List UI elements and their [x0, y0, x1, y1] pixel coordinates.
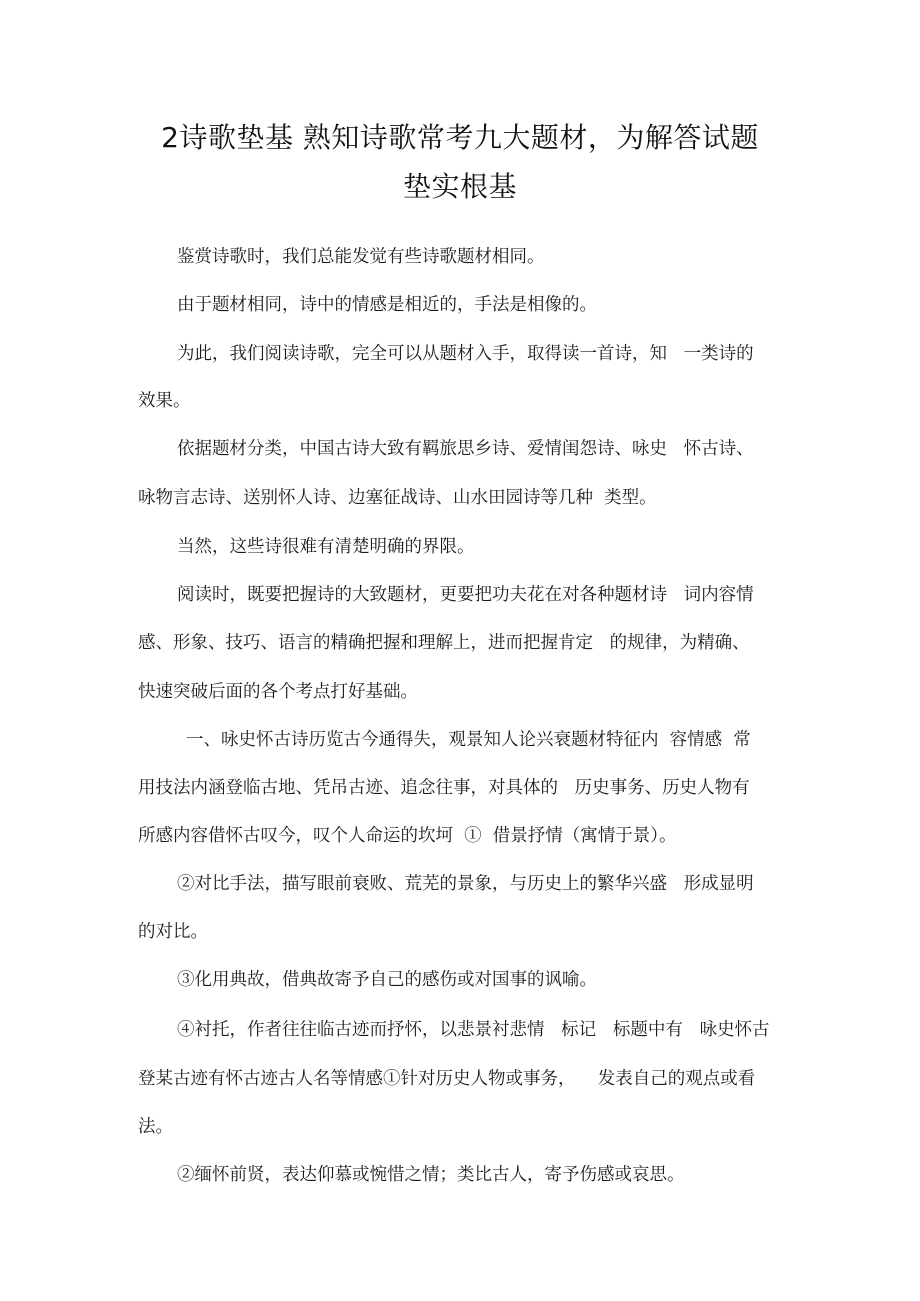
paragraph-line: ④衬托，作者往往临古迹而抒怀，以悲景衬悲情 标记 标题中有 咏史怀古 [177, 1020, 770, 1040]
paragraph-line: 效果。 [138, 391, 191, 411]
paragraph-line: 由于题材相同，诗中的情感是相近的，手法是相像的。 [177, 295, 597, 315]
paragraph-line: 法。 [138, 1117, 173, 1137]
paragraph-line: 一、咏史怀古诗历览古今通得失，观景知人论兴衰题材特征内 容情感 常 [186, 730, 751, 750]
paragraph-line: ②缅怀前贤，表达仰慕或惋惜之情；类比古人，寄予伤感或哀思。 [177, 1165, 685, 1185]
paragraph-line: 当然，这些诗很难有清楚明确的界限。 [177, 537, 475, 557]
page-title-line-2: 垫实根基 [402, 170, 517, 203]
paragraph-line: 感、形象、技巧、语言的精确把握和理解上，进而把握肯定 的规律，为精确、 [138, 633, 750, 653]
paragraph-line: 依据题材分类，中国古诗大致有羁旅思乡诗、爱情闺怨诗、咏史 怀古诗、 [177, 439, 754, 459]
paragraph-line: ②对比手法，描写眼前衰败、荒芜的景象，与历史上的繁华兴盛 形成显明 [177, 874, 754, 894]
paragraph-line: 快速突破后面的各个考点打好基础。 [138, 682, 418, 702]
page-title-line-1: 2诗歌垫基 熟知诗歌常考九大题材，为解答试题 [161, 121, 759, 154]
paragraph-line: 所感内容借怀古叹今，叹个人命运的坎坷 ① 借景抒情（寓情于景）。 [138, 826, 677, 846]
paragraph-line: 阅读时，既要把握诗的大致题材，更要把功夫花在对各种题材诗 词内容情 [177, 585, 754, 605]
paragraph-line: 用技法内涵登临古地、凭吊古迹、追念往事，对具体的 历史事务、历史人物有 [138, 778, 750, 798]
paragraph-line: 鉴赏诗歌时，我们总能发觉有些诗歌题材相同。 [177, 247, 545, 267]
paragraph-line: ③化用典故，借典故寄予自己的感伤或对国事的讽喻。 [177, 970, 597, 990]
paragraph-line: 咏物言志诗、送别怀人诗、边塞征战诗、山水田园诗等几种 类型。 [138, 488, 657, 508]
paragraph-line: 登某古迹有怀古迹古人名等情感①针对历史人物或事务， 发表自己的观点或看 [138, 1069, 756, 1089]
paragraph-line: 为此，我们阅读诗歌，完全可以从题材入手，取得读一首诗，知 一类诗的 [177, 344, 754, 364]
paragraph-line: 的对比。 [138, 922, 208, 942]
